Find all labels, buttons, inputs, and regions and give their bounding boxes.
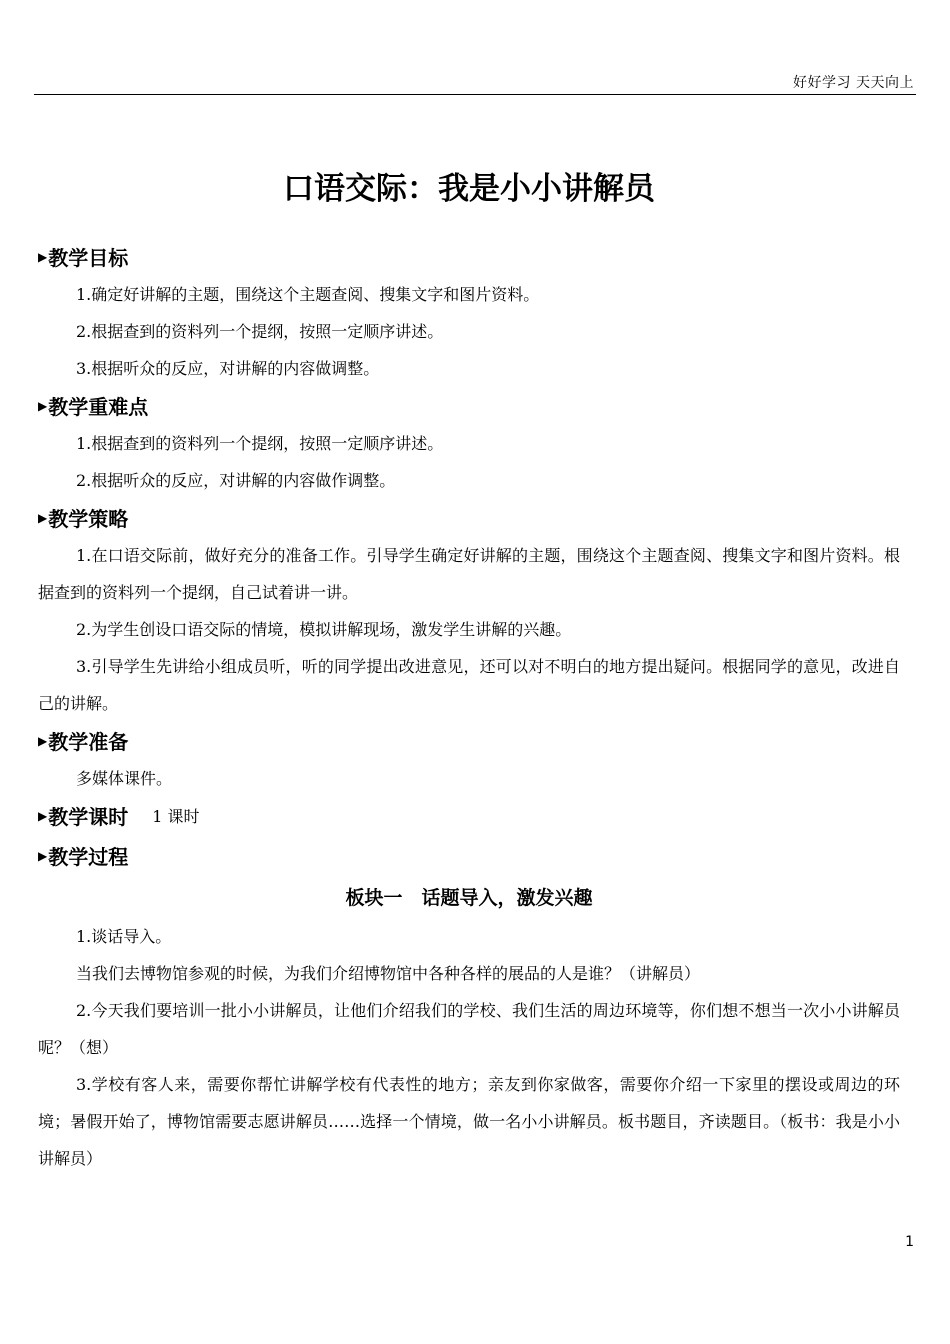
class-hours-value: 1 课时 [152,807,200,826]
page-title: 口语交际：我是小小讲解员 [283,171,655,207]
section-heading-preparation [38,724,900,760]
process-item: 3.学校有客人来，需要你帮忙讲解学校有代表性的地方；亲友到你家做客，需要你介绍一下家里的摆设或周边的环境；暑假开始了，博物馆需要志愿讲解员……选择一个情境，做一名小小讲解员。板书题目，齐读题目。（板书：我是小小讲解员） [38,1075,900,1168]
goal-item: 1.确定好讲解的主题，围绕这个主题查阅、搜集文字和图片资料。 [76,285,540,304]
section-heading-label: 教学过程 [48,845,129,869]
section-heading-label: 教学策略 [48,507,129,531]
triangle-bullet-icon: ▶ [38,399,48,413]
section-heading-hours [38,799,900,835]
document-body [38,168,900,1177]
section-heading-label: 教学目标 [48,246,129,270]
running-header: 好好学习 天天向上 [793,75,914,91]
section-heading-key-points [38,389,900,425]
process-item: 1.谈话导入。 [76,927,172,946]
section-heading-goals [38,240,900,276]
process-item: 2.今天我们要培训一批小小讲解员，让他们介绍我们的学校、我们生活的周边环境等，你们想不想当一次小小讲解员呢？（想） [38,1001,900,1057]
section-heading-process [38,839,900,875]
process-item: 当我们去博物馆参观的时候，为我们介绍博物馆中各种各样的展品的人是谁？（讲解员） [76,964,701,983]
section-heading-label: 教学重难点 [48,395,149,419]
section-heading-label: 教学准备 [48,730,129,754]
strategy-item: 3.引导学生先讲给小组成员听，听的同学提出改进意见，还可以对不明白的地方提出疑问。根据同学的意见，改进自己的讲解。 [38,657,900,713]
strategy-item: 2.为学生创设口语交际的情境，模拟讲解现场，激发学生讲解的兴趣。 [76,620,572,639]
goal-item: 3.根据听众的反应，对讲解的内容做调整。 [76,359,380,378]
page-number: 1 [905,1234,914,1250]
section-heading-label: 教学课时 [48,805,129,829]
block-title: 板块一 话题导入，激发兴趣 [345,887,593,909]
triangle-bullet-icon: ▶ [38,809,48,823]
triangle-bullet-icon: ▶ [38,250,48,264]
section-heading-strategy [38,501,900,537]
triangle-bullet-icon: ▶ [38,849,48,863]
triangle-bullet-icon: ▶ [38,734,48,748]
goal-item: 2.根据查到的资料列一个提纲，按照一定顺序讲述。 [76,322,444,341]
strategy-item: 1.在口语交际前，做好充分的准备工作。引导学生确定好讲解的主题，围绕这个主题查阅、搜集文字和图片资料。根据查到的资料列一个提纲，自己试着讲一讲。 [38,546,900,602]
triangle-bullet-icon: ▶ [38,511,48,525]
key-point-item: 1.根据查到的资料列一个提纲，按照一定顺序讲述。 [76,434,444,453]
preparation-item: 多媒体课件。 [76,769,173,788]
header-divider [34,94,916,95]
key-point-item: 2.根据听众的反应，对讲解的内容做作调整。 [76,471,396,490]
